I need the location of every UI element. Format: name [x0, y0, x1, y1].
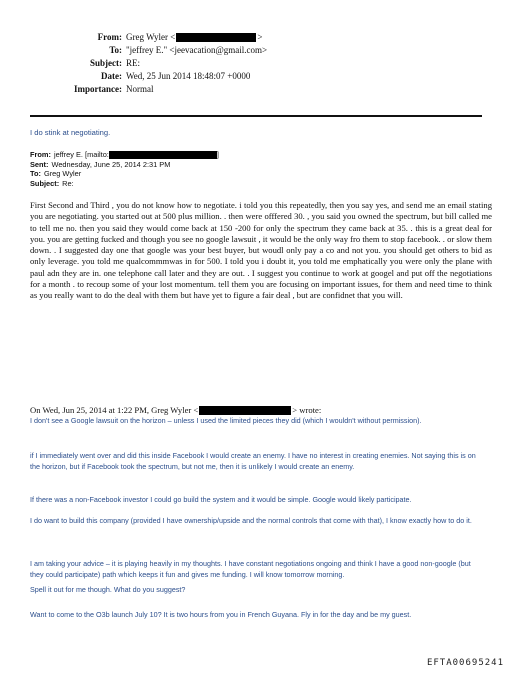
wrote-prefix: On Wed, Jun 25, 2014 at 1:22 PM, Greg Wyler < [30, 405, 199, 415]
header-from-row [32, 31, 452, 44]
quoted-paragraph: I am taking your advice – it is playing heavily in my thoughts. I have constant negotiations ongoing and think I have a good non-google (but they could participate) path which keeps it fun and gives me funding. I will know tomorrow morning. [30, 559, 471, 579]
quoted-paragraph: Spell it out for me though. What do you suggest? [30, 585, 186, 594]
meta-subject-label: Subject: [30, 178, 60, 188]
quoted-paragraph: If there was a non-Facebook investor I could go build the system and it would be simple. Google would likely participate. [30, 495, 412, 504]
subject-label: Subject: [90, 58, 122, 68]
importance-label: Importance: [74, 84, 122, 94]
from-label: From: [97, 32, 122, 42]
redaction-bar [176, 33, 256, 42]
redaction-bar [199, 406, 291, 415]
meta-sent-value: Wednesday, June 25, 2014 2:31 PM [51, 159, 171, 169]
meta-subject-row [30, 179, 450, 189]
wrote-suffix: > wrote: [292, 405, 322, 415]
header-to-row [32, 44, 452, 57]
meta-to-label: To: [30, 169, 41, 178]
header-subject-row [32, 57, 452, 70]
from-name: Greg Wyler < [126, 32, 176, 42]
meta-from-tail: ] [216, 150, 219, 159]
quoted-paragraph: I don't see a Google lawsuit on the horizon – unless I used the limited pieces they did (which I wouldn't without permission). [30, 416, 422, 425]
header-date-row [32, 70, 452, 83]
header-importance-row [32, 83, 452, 96]
date-label: Date: [101, 71, 122, 81]
meta-sent-row [30, 160, 450, 170]
quoted-paragraph: I do want to build this company (provided I have ownership/upside and the normal controls that come with that), I know exactly how to do it. [30, 516, 472, 525]
meta-sent-label: Sent: [30, 159, 49, 169]
message-body: First Second and Third , you do not know how to negotiate. i told you this repeatedly, then you say yes, and send me an email stating you are negotiating. you started out at 500 plus million. . then were offfered 30. , you said you owned the spectrum, but bill called me to tell me no. then you said they would come back at 150 -200 for only the spectrum they came back at 35. . this is a great deal for you. you are getting fucked and though you see no google lawsuit , it would be the only way fro them to stop facebook. . or slow them down. . I suggested day one that google was your best buyer, but woudl only pay a co and not you. you should get others to bid as only leverage. you told me qualcommmwas in for 500. I told you i doubt it, you told me emphatically you were only the plane with paul adn they are in. one telephone call later and they are out. . I suggest you continue to work at googel and put off the negotiations for a month . to recoup some of your lost momentum. tell them you are focusing on important issues, for them and need time to think as you really want to do the deal with them but have yet to figure a fair deal , but are confidnet that you will. [30, 200, 492, 301]
reply-text: I do stink at negotiating. [30, 128, 111, 137]
to-value: "jeffrey E." <jeevacation@gmail.com> [126, 45, 268, 55]
from-tail: > [257, 32, 263, 42]
quoted-paragraph: if I immediately went over and did this inside Facebook I would create an enemy. I have no interest in creating enemies. Not saying this is on the horizon, but if Facebook took the spectrum, but not me, then it is unlikely I would create an enemy. [30, 451, 476, 471]
from-value [126, 31, 262, 44]
date-value: Wed, 25 Jun 2014 18:48:07 +0000 [126, 71, 251, 81]
quoted-meta [30, 150, 450, 188]
meta-to-value: Greg Wyler [43, 169, 82, 178]
quoted-paragraph: Want to come to the O3b launch July 10? It is two hours from you in French Guyana. Fly in for the day and be my guest. [30, 610, 412, 619]
meta-from-row [30, 150, 450, 160]
to-label: To: [109, 45, 122, 55]
redaction-bar [109, 151, 217, 159]
meta-subject-value: Re: [62, 178, 74, 188]
subject-value: RE: [126, 58, 141, 68]
email-header [32, 31, 452, 96]
meta-from-value: jeffrey E. [mailto: [53, 150, 109, 159]
importance-value: Normal [126, 84, 154, 94]
meta-to-row [30, 169, 450, 179]
meta-from-label: From: [30, 150, 51, 159]
document-id: EFTA00695241 [426, 658, 504, 668]
header-divider [30, 115, 482, 117]
